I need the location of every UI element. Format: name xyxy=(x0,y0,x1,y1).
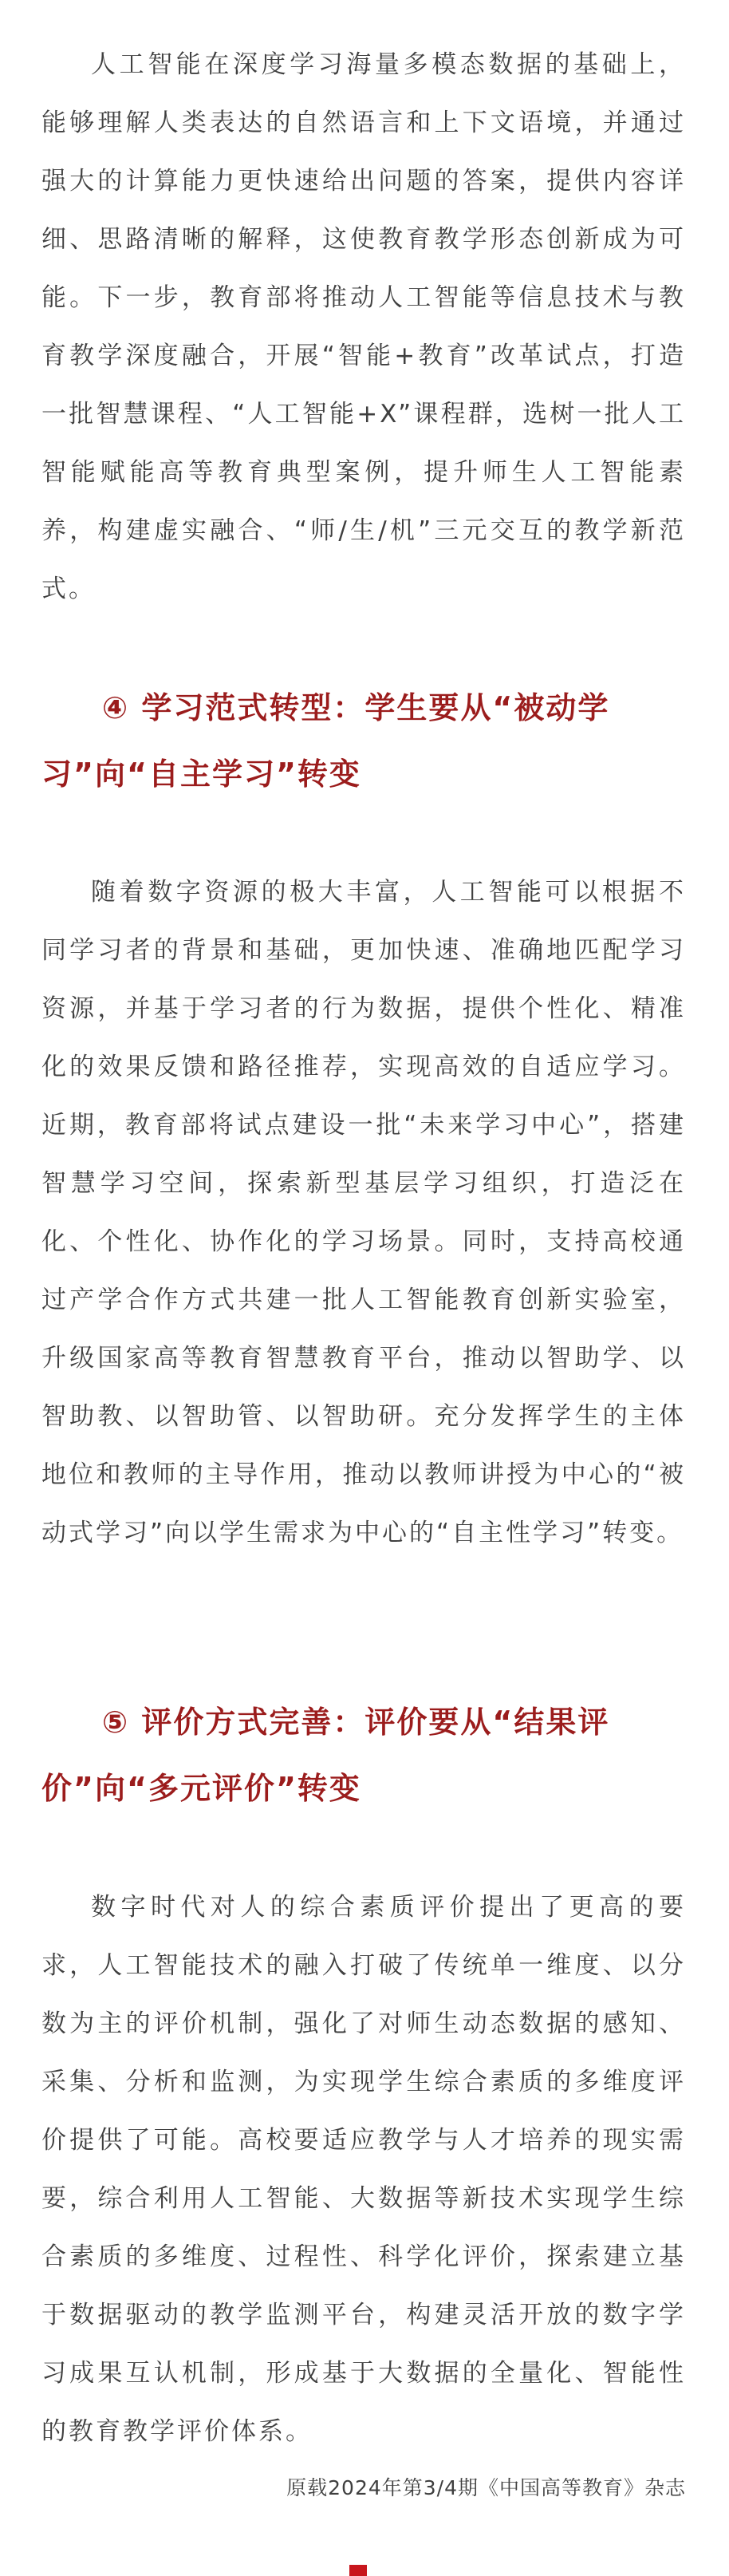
section-heading-evaluation: ⑤ 评价方式完善：评价要从“结果评价”向“多元评价”转变 xyxy=(41,1705,610,1806)
body-paragraph: 人工智能在深度学习海量多模态数据的基础上，能够理解人类表达的自然语言和上下文语境，并通过强大的计算能力更快速给出问题的答案，提供内容详细、思路清晰的解释，这使教育教学形态创新成为可能。下一步，教育部将推动人工智能等信息技术与教育教学深度融合，开展“智能+教育”改革试点，打造一批智慧课程、“人工智能+X”课程群，选树一批人工智能赋能高等教育典型案例，提升师生人工智能素养，构建虚实融合、“师/生/机”三元交互的教学新范式。 xyxy=(41,50,686,603)
section-heading-learning-paradigm: ④ 学习范式转型：学生要从“被动学习”向“自主学习”转变 xyxy=(41,690,610,792)
source-note: 原载2024年第3/4期《中国高等教育》杂志 xyxy=(286,2476,686,2499)
body-paragraph: 数字时代对人的综合素质评价提出了更高的要求，人工智能技术的融入打破了传统单一维度、以分数为主的评价机制，强化了对师生动态数据的感知、采集、分析和监测，为实现学生综合素质的多维度评价提供了可能。高校要适应教学与人才培养的现实需要，综合利用人工智能、大数据等新技术实现学生综合素质的多维度、过程性、科学化评价，探索建立基于数据驱动的教学监测平台，构建灵活开放的数字学习成果互认机制，形成基于大数据的全量化、智能性的教育教学评价体系。 xyxy=(41,1893,686,2446)
body-paragraph: 随着数字资源的极大丰富，人工智能可以根据不同学习者的背景和基础，更加快速、准确地匹配学习资源，并基于学习者的行为数据，提供个性化、精准化的效果反馈和路径推荐，实现高效的自适应学习。近期，教育部将试点建设一批“未来学习中心”，搭建智慧学习空间，探索新型基层学习组织，打造泛在化、个性化、协作化的学习场景。同时，支持高校通过产学合作方式共建一批人工智能教育创新实验室，升级国家高等教育智慧教育平台，推动以智助学、以智助教、以智助管、以智助研。充分发挥学生的主体地位和教师的主导作用，推动以教师讲授为中心的“被动式学习”向以学生需求为中心的“自主性学习”转变。 xyxy=(41,878,686,1547)
bottom-accent-mark xyxy=(349,2565,367,2576)
